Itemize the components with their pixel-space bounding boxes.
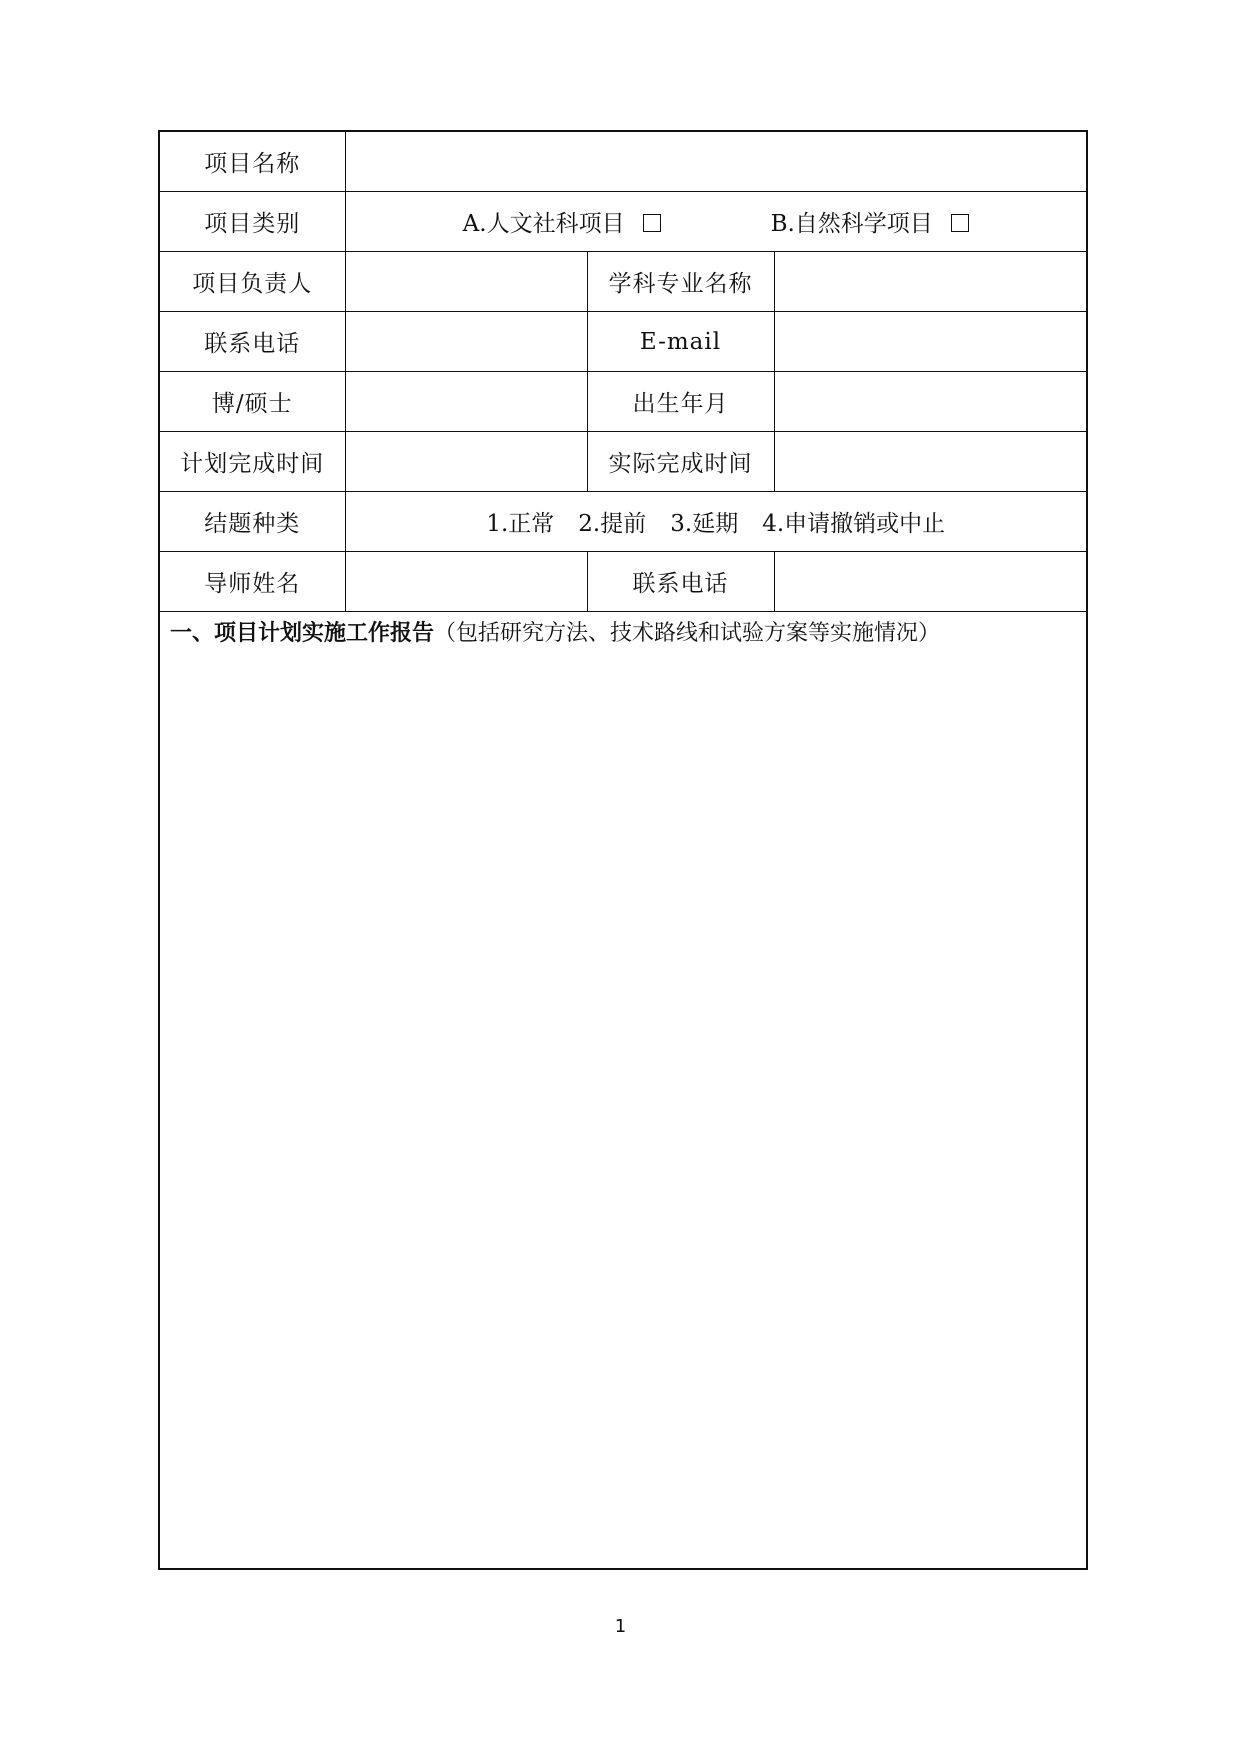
advisor-field[interactable] — [345, 552, 587, 612]
advisor-phone-label: 联系电话 — [587, 552, 774, 612]
conclusion-type-options — [345, 492, 1087, 552]
project-category-label: 项目类别 — [159, 192, 345, 252]
birth-label: 出生年月 — [587, 372, 774, 432]
leader-field[interactable] — [345, 252, 587, 312]
major-field[interactable] — [774, 252, 1087, 312]
checkbox-icon[interactable] — [951, 214, 969, 232]
row-report — [159, 612, 1087, 1570]
conclusion-type-normal[interactable]: 1.正常 — [486, 511, 555, 537]
category-option-humanities[interactable] — [463, 205, 661, 238]
category-option-science-label: B.自然科学项目 — [770, 211, 933, 237]
conclusion-type-early[interactable]: 2.提前 — [578, 511, 647, 537]
row-project-name — [159, 131, 1087, 192]
report-note: （包括研究方法、技术路线和试验方案等实施情况） — [434, 621, 941, 646]
category-option-humanities-label: A.人文社科项目 — [462, 211, 625, 237]
conclusion-type-delayed[interactable]: 3.延期 — [670, 511, 739, 537]
actual-finish-label: 实际完成时间 — [587, 432, 774, 492]
checkbox-icon[interactable] — [643, 214, 661, 232]
page-number: 1 — [614, 1616, 627, 1637]
row-finish-time — [159, 432, 1087, 492]
report-heading: 一、项目计划实施工作报告 — [170, 621, 435, 646]
email-label: E-mail — [587, 312, 774, 372]
leader-label: 项目负责人 — [159, 252, 345, 312]
project-category-options — [345, 192, 1087, 252]
project-form-table — [158, 130, 1088, 1570]
row-conclusion-type — [159, 492, 1087, 552]
phone-label: 联系电话 — [159, 312, 345, 372]
row-leader — [159, 252, 1087, 312]
birth-field[interactable] — [774, 372, 1087, 432]
row-project-category — [159, 192, 1087, 252]
project-name-field[interactable] — [345, 131, 1087, 192]
row-contact — [159, 312, 1087, 372]
actual-finish-field[interactable] — [774, 432, 1087, 492]
planned-finish-field[interactable] — [345, 432, 587, 492]
degree-label: 博/硕士 — [159, 372, 345, 432]
conclusion-type-cancel[interactable]: 4.申请撤销或中止 — [762, 511, 946, 537]
category-option-science[interactable] — [771, 205, 969, 238]
project-name-label: 项目名称 — [159, 131, 345, 192]
planned-finish-label: 计划完成时间 — [159, 432, 345, 492]
report-section[interactable] — [159, 612, 1087, 1570]
advisor-phone-field[interactable] — [774, 552, 1087, 612]
conclusion-type-label: 结题种类 — [159, 492, 345, 552]
advisor-label: 导师姓名 — [159, 552, 345, 612]
email-field[interactable] — [774, 312, 1087, 372]
phone-field[interactable] — [345, 312, 587, 372]
row-degree — [159, 372, 1087, 432]
degree-field[interactable] — [345, 372, 587, 432]
major-label: 学科专业名称 — [587, 252, 774, 312]
row-advisor — [159, 552, 1087, 612]
